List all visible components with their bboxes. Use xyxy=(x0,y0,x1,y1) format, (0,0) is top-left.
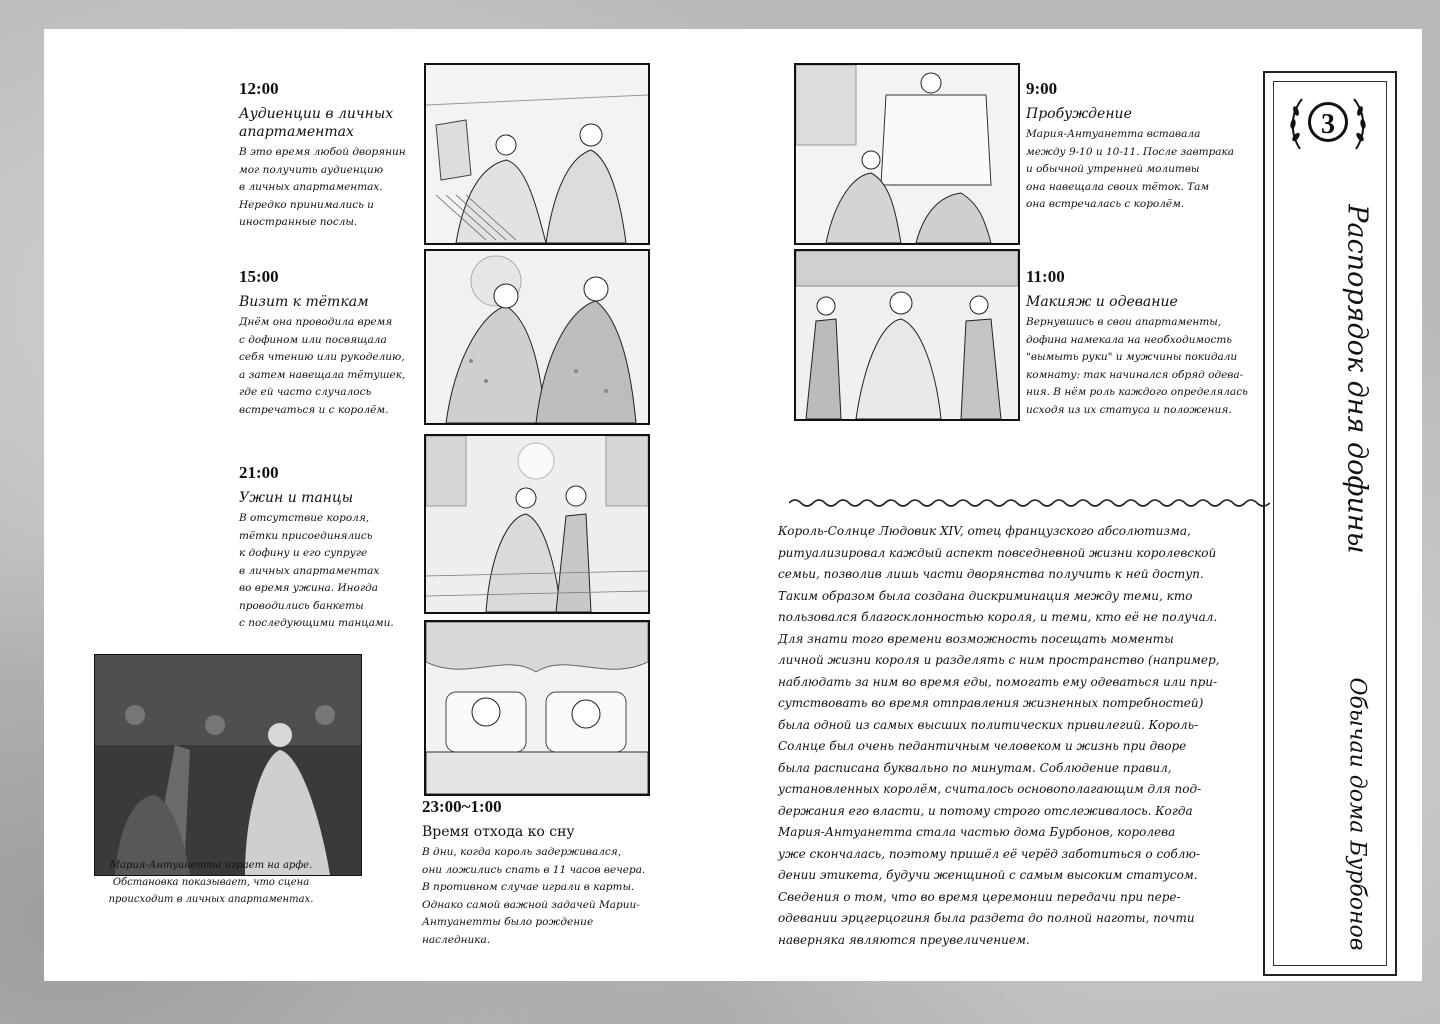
essay-text: Король-Солнце Людовик XIV, отец французского абсолютизма, ритуализировал каждый аспект повседневной жизни королевской семьи, позволив лишь части дворянства получить к ней доступ. Таким образом была создана дискриминация между теми, кто пользовался благосклонностью короля, и теми, кто её не получал. Для знати того времени возможность посещать моменты личной жизни короля и разделять с ним пространство (например, наблюдать за ним во время еды, помогать ему одеваться или при- сутствовать во время отправления жизненных потребностей) была одной из самых высших политических привилегий. Король- Солнце был очень педантичным человеком и жизнь при дворе была расписана буквально по минутам. Соблюдение правил, установленных королём, считалось основополагающим для под- держания его власти, и потому строго отслеживалось. Когда Мария-Антуанетта стала частью дома Бурбонов, королева уже скончалась, поэтому пришёл её черёд заботиться о соблю- дении этикета, будучи женщиной с самым высоким статусом. Сведения о том, что во время церемонии передачи при пере- одевании эрцгерцогиня была раздета до полной наготы, почти наверняка являются преувеличением. xyxy=(778,524,1220,947)
harp-photograph xyxy=(94,654,362,876)
entry-body: В отсутствие короля, тётки присоединялись к дофину и его супруге в личных апартаментах во время ужина. Иногда проводились банкеты с последующими танцами. xyxy=(239,512,394,629)
manga-panel-bedtime xyxy=(424,620,650,796)
book-spread xyxy=(44,29,1422,981)
chapter-number-badge: 3 xyxy=(1308,102,1348,142)
photo-caption: Мария-Антуанетта играет на арфе. Обстановка показывает, что сцена происходит в личных апартаментах. xyxy=(108,860,314,905)
schedule-entry-2100 xyxy=(239,463,429,633)
entry-title: Время отхода ко сну xyxy=(422,824,575,840)
chapter-subtitle: Обычаи дома Бурбонов xyxy=(1344,677,1370,951)
manga-panel-dressing xyxy=(794,249,1020,421)
entry-title: Макияж и одевание xyxy=(1026,294,1178,310)
manga-panel-awakening xyxy=(794,63,1020,245)
entry-body: В дни, когда король задерживался, они ложились спать в 11 часов вечера. В противном случае играли в карты. Однако самой важной задачей Марии- Антуанетты было рождение наследника. xyxy=(422,846,646,946)
manga-panel-aunts xyxy=(424,249,650,425)
entry-body: Мария-Антуанетта вставала между 9-10 и 10-11. После завтрака и обычной утренней молитвы она навещала своих тёток. Там она встречалась с королём. xyxy=(1026,128,1235,210)
schedule-entry-1200 xyxy=(239,79,419,232)
entry-title: Ужин и танцы xyxy=(239,490,354,506)
entry-title: Пробуждение xyxy=(1026,106,1132,122)
manga-panel-audience xyxy=(424,63,650,245)
entry-title: Визит к тёткам xyxy=(239,294,369,310)
entry-time: 12:00 xyxy=(239,79,279,98)
entry-time: 23:00~1:00 xyxy=(422,797,502,816)
entry-body: Вернувшись в свои апартаменты, дофина намекала на необходимость "вымыть руки" и мужчины покидали комнату: так начинался обряд одева- ния. В нём роль каждого определялась исходя из их статуса и положения. xyxy=(1026,316,1248,416)
entry-time: 15:00 xyxy=(239,267,279,286)
entry-time: 21:00 xyxy=(239,463,279,482)
entry-title: Аудиенции в личных апартаментах xyxy=(239,106,394,140)
entry-time: 9:00 xyxy=(1026,79,1058,98)
entry-time: 11:00 xyxy=(1026,267,1065,286)
left-page xyxy=(44,29,744,981)
chapter-title: Распорядок дня дофины xyxy=(1341,204,1373,554)
entry-body: Днём она проводила время с дофином или посвящала себя чтению или рукоделию, а затем навещала тётушек, где ей часто случалось встречаться и с королём. xyxy=(239,316,406,416)
manga-panel-dinner-dance xyxy=(424,434,650,614)
ornamental-divider xyxy=(789,496,1270,510)
schedule-entry-1100 xyxy=(1026,267,1266,419)
schedule-entry-2300 xyxy=(422,797,662,949)
schedule-entry-1500 xyxy=(239,267,429,419)
schedule-entry-0900 xyxy=(1026,79,1266,214)
entry-body: В это время любой дворянин мог получить аудиенцию в личных апартаментах. Нередко принимались и иностранные послы. xyxy=(239,146,406,228)
